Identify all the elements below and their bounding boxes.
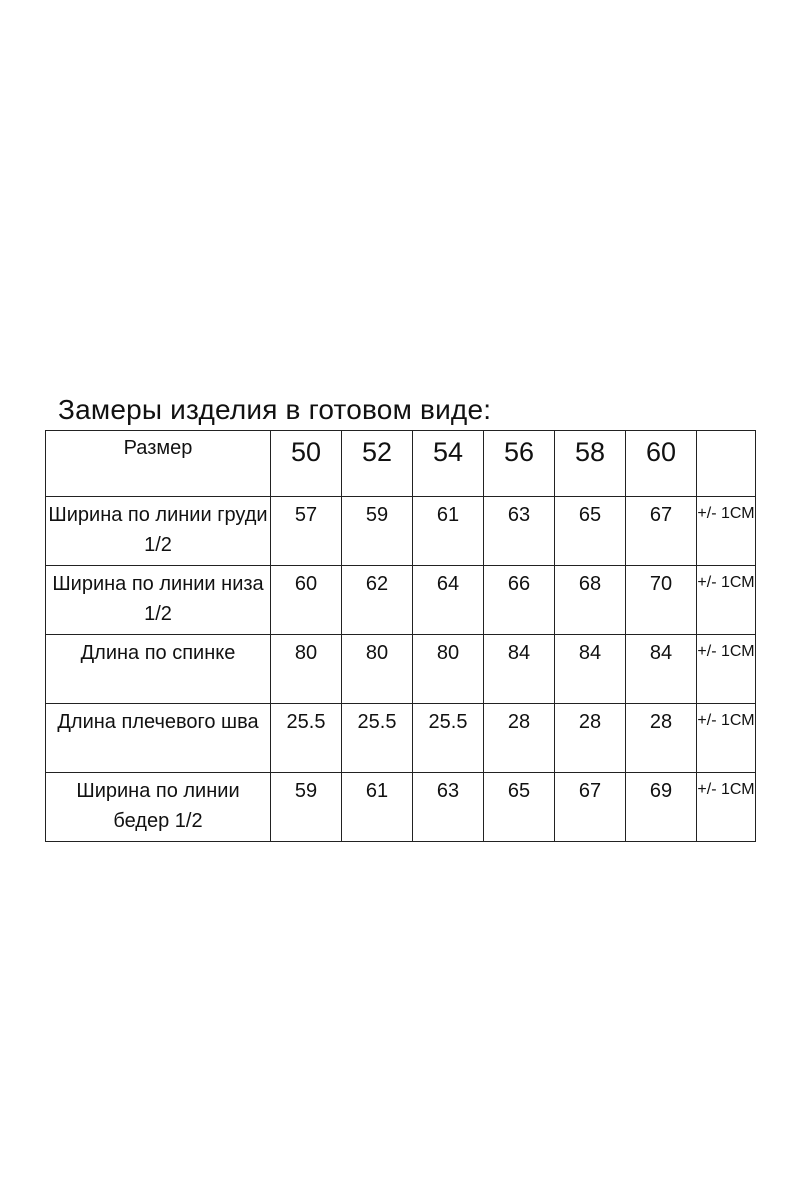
- value-cell: 28: [484, 704, 555, 773]
- value-cell: 80: [342, 635, 413, 704]
- value-cell: 60: [271, 566, 342, 635]
- row-label-cell: Длина по спинке: [46, 635, 271, 704]
- value-cell: 61: [413, 497, 484, 566]
- value-cell: 84: [484, 635, 555, 704]
- tolerance-cell: +/- 1СМ: [697, 704, 756, 773]
- value-cell: 66: [484, 566, 555, 635]
- table-header-row: [46, 431, 756, 497]
- value-cell: 57: [271, 497, 342, 566]
- value-cell: 68: [555, 566, 626, 635]
- value-cell: 70: [626, 566, 697, 635]
- value-cell: 84: [555, 635, 626, 704]
- value-cell: 69: [626, 773, 697, 842]
- value-cell: 25.5: [342, 704, 413, 773]
- tolerance-cell: +/- 1СМ: [697, 497, 756, 566]
- header-size-cell: 50: [271, 431, 342, 497]
- value-cell: 25.5: [271, 704, 342, 773]
- row-label-cell: Длина плечевого шва: [46, 704, 271, 773]
- tolerance-cell: +/- 1СМ: [697, 773, 756, 842]
- header-tolerance-cell: [697, 431, 756, 497]
- value-cell: 61: [342, 773, 413, 842]
- row-label-cell: Ширина по линии груди 1/2: [46, 497, 271, 566]
- value-cell: 80: [271, 635, 342, 704]
- header-size-cell: 52: [342, 431, 413, 497]
- size-measurements-table: [45, 430, 756, 842]
- value-cell: 64: [413, 566, 484, 635]
- header-size-cell: 60: [626, 431, 697, 497]
- tolerance-cell: +/- 1СМ: [697, 566, 756, 635]
- value-cell: 25.5: [413, 704, 484, 773]
- table-row: [46, 635, 756, 704]
- page-title: Замеры изделия в готовом виде:: [58, 394, 492, 425]
- table-row: [46, 497, 756, 566]
- value-cell: 80: [413, 635, 484, 704]
- header-size-cell: 56: [484, 431, 555, 497]
- header-size-cell: 58: [555, 431, 626, 497]
- table-row: [46, 566, 756, 635]
- value-cell: 67: [626, 497, 697, 566]
- value-cell: 84: [626, 635, 697, 704]
- header-label-cell: Размер: [46, 431, 271, 497]
- table-row: [46, 704, 756, 773]
- value-cell: 67: [555, 773, 626, 842]
- header-size-cell: 54: [413, 431, 484, 497]
- value-cell: 63: [413, 773, 484, 842]
- tolerance-cell: +/- 1СМ: [697, 635, 756, 704]
- row-label-cell: Ширина по линии бедер 1/2: [46, 773, 271, 842]
- value-cell: 63: [484, 497, 555, 566]
- value-cell: 28: [626, 704, 697, 773]
- value-cell: 62: [342, 566, 413, 635]
- value-cell: 59: [271, 773, 342, 842]
- value-cell: 28: [555, 704, 626, 773]
- table-row: [46, 773, 756, 842]
- value-cell: 65: [555, 497, 626, 566]
- value-cell: 59: [342, 497, 413, 566]
- row-label-cell: Ширина по линии низа 1/2: [46, 566, 271, 635]
- value-cell: 65: [484, 773, 555, 842]
